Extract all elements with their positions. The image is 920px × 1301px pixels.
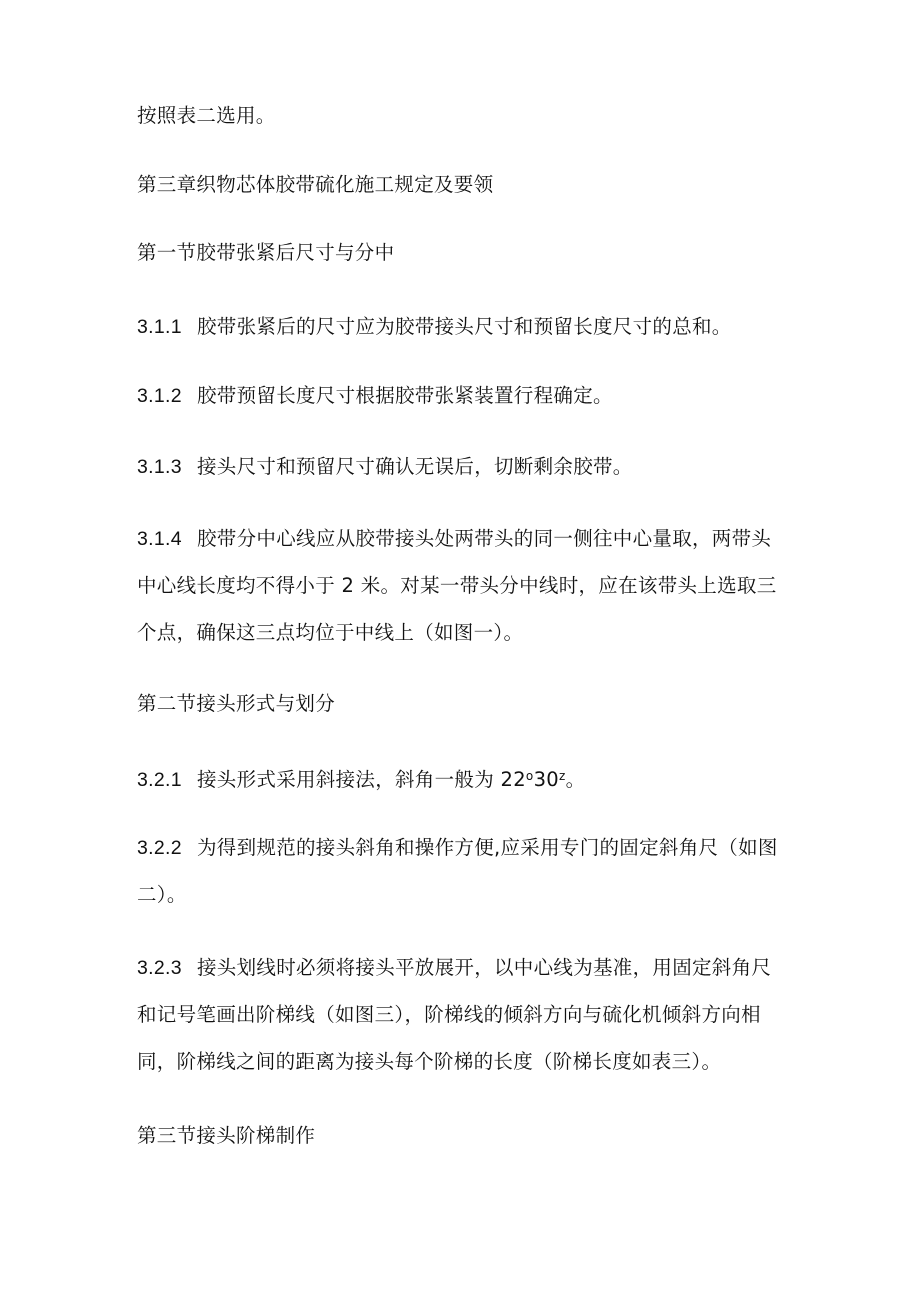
clause-3-1-4: [137, 525, 771, 553]
section-heading-3: 第三节接头阶梯制作: [137, 1124, 316, 1147]
clause-3-1-2: [137, 382, 613, 410]
paragraph-table-reference: 按照表二选用。: [137, 104, 276, 127]
section-heading-1: 第一节胶带张紧后尺寸与分中: [137, 241, 395, 264]
clause-text-a: 接头形式采用斜接法，斜角一般为 22: [197, 768, 526, 791]
clause-3-2-1: [137, 762, 585, 794]
clause-3-1-3: [137, 453, 633, 481]
clause-text-line-2: 中心线长度均不得小于 2 米。对某一带头分中线时，应在该带头上选取三: [137, 574, 777, 597]
clause-text-b: 30: [533, 768, 559, 791]
clause-text: 胶带张紧后的尺寸应为胶带接头尺寸和预留长度尺寸的总和。: [197, 315, 732, 338]
clause-text: 接头尺寸和预留尺寸确认无误后，切断剩余胶带。: [197, 455, 633, 478]
degree-symbol: o: [525, 769, 534, 783]
clause-3-2-3: [137, 954, 771, 982]
clause-number: 3.2.3: [137, 957, 182, 979]
clause-number: 3.2.2: [137, 837, 182, 859]
clause-number: 3.1.2: [137, 385, 182, 407]
minute-symbol: z: [559, 769, 566, 783]
clause-number: 3.1.4: [137, 528, 182, 550]
clause-text-c: 。: [565, 768, 586, 791]
clause-number: 3.1.3: [137, 456, 182, 478]
clause-number: 3.1.1: [137, 316, 182, 338]
clause-text-line-2: 二）。: [137, 883, 187, 906]
clause-text-line-3: 个点，确保这三点均位于中线上（如图一）。: [137, 621, 524, 644]
clause-text-line-1: 胶带分中心线应从胶带接头处两带头的同一侧往中心量取，两带头: [197, 527, 772, 550]
clause-number: 3.2.1: [137, 769, 182, 791]
clause-3-2-2: [137, 834, 778, 862]
clause-text-line-2: 和记号笔画出阶梯线（如图三），阶梯线的倾斜方向与硫化机倾斜方向相: [137, 1003, 761, 1026]
section-heading-2: 第二节接头形式与划分: [137, 692, 336, 715]
clause-3-1-1: [137, 313, 732, 341]
chapter-heading: 第三章织物芯体胶带硫化施工规定及要领: [137, 173, 494, 196]
clause-text-line-1: 为得到规范的接头斜角和操作方便,应采用专门的固定斜角尺（如图: [197, 836, 778, 859]
clause-text: 胶带预留长度尺寸根据胶带张紧装置行程确定。: [197, 384, 613, 407]
clause-text-line-1: 接头划线时必须将接头平放展开，以中心线为基准，用固定斜角尺: [197, 956, 772, 979]
clause-text-line-3: 同，阶梯线之间的距离为接头每个阶梯的长度（阶梯长度如表三）。: [137, 1050, 722, 1073]
